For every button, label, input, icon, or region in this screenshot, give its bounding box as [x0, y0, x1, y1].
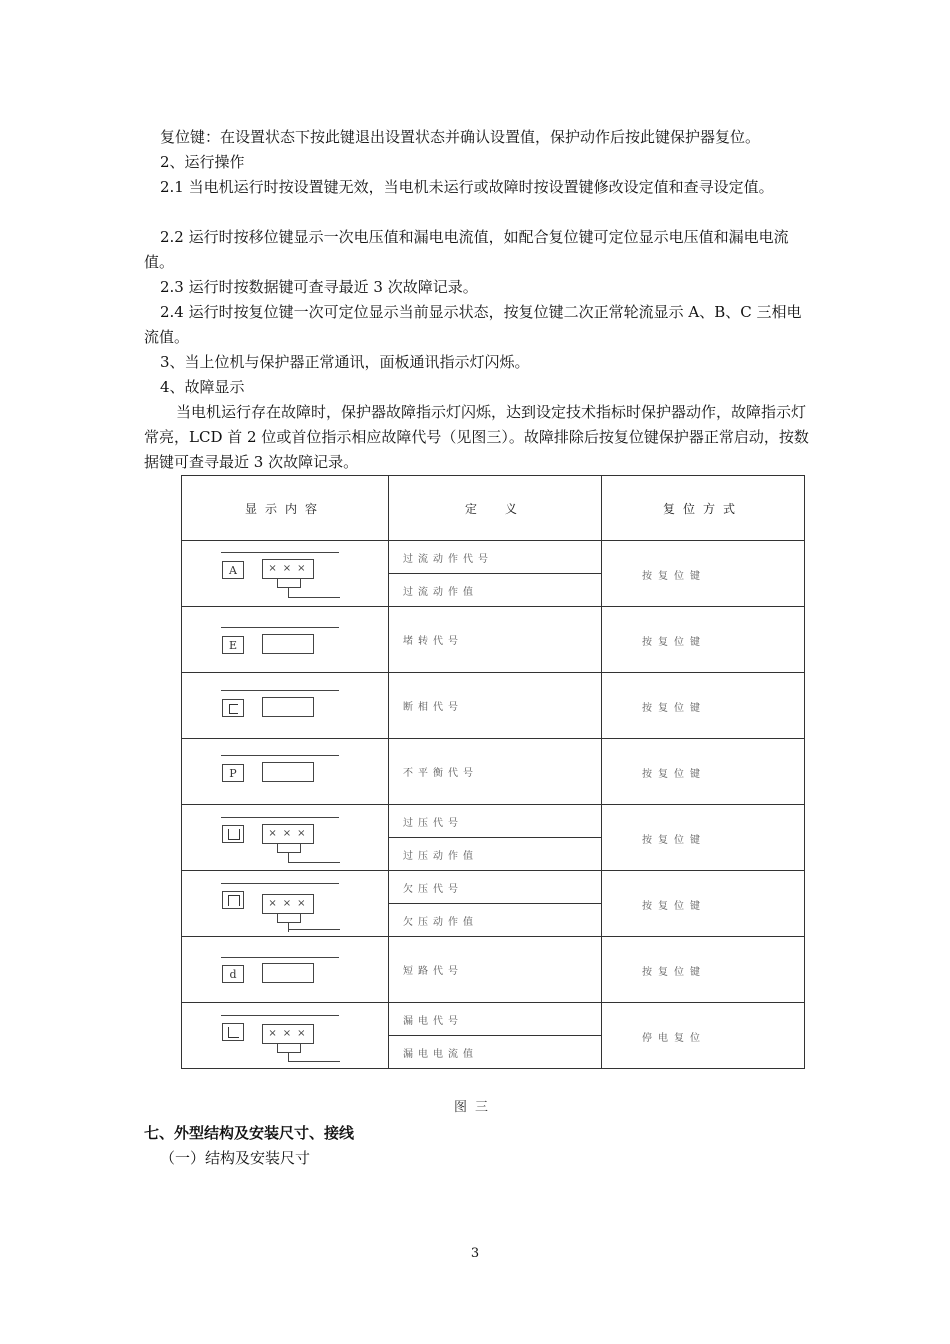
table-row	[182, 739, 805, 805]
table-row	[182, 541, 805, 607]
definition-text: 欠压代号	[403, 883, 463, 895]
fault-code-box: d	[222, 965, 244, 983]
paragraph-2-1: 2.1 当电机运行时按设置键无效，当电机未运行或故障时按设置键修改设定值和查寻设定值。	[160, 178, 774, 196]
paragraph-reset-key: 复位键：在设置状态下按此键退出设置状态并确认设置值，保护动作后按此键保护器复位。	[160, 128, 761, 146]
page-number: 3	[470, 1246, 480, 1261]
fault-value-box	[262, 963, 314, 983]
header-definition: 定 义	[389, 476, 602, 541]
paragraph-comm: 3、当上位机与保护器正常通讯，面板通讯指示灯闪烁。	[160, 353, 530, 371]
overvoltage-glyph	[228, 829, 240, 840]
fault-value-box: ×××	[262, 824, 314, 844]
subsection-heading: （一）结构及安装尺寸	[160, 1149, 311, 1167]
fault-code-box	[222, 1023, 244, 1041]
lcd-display-diagram	[182, 673, 388, 738]
reset-method-text: 按复位键	[642, 703, 706, 714]
lcd-display-diagram	[182, 1003, 388, 1068]
fault-code-box	[222, 825, 244, 843]
fault-code-box: E	[222, 636, 244, 654]
fault-code-table	[181, 475, 805, 1069]
lcd-display-diagram	[182, 871, 388, 936]
table-row	[182, 805, 805, 871]
fault-code-box: A	[222, 561, 244, 579]
fault-value-box: ×××	[262, 1024, 314, 1044]
figure-caption: 图三	[453, 1100, 496, 1115]
paragraph-fault-desc: 当电机运行存在故障时，保护器故障指示灯闪烁，达到设定技术指标时保护器动作，故障指示灯常亮，LCD 首 2 位或首位指示相应故障代号（见图三）。故障排除后按复位键保护器正常启动，按数据键可查寻最近 3 次故障记录。	[144, 403, 809, 471]
definition-text: 漏电代号	[403, 1015, 463, 1027]
definition-text: 过压代号	[403, 817, 463, 829]
table-row	[182, 937, 805, 1003]
reset-method-text: 按复位键	[642, 835, 706, 846]
reset-method-text: 按复位键	[642, 901, 706, 912]
definition-text: 堵转代号	[403, 636, 463, 647]
leakage-glyph	[228, 1027, 239, 1038]
section-heading: 七、外型结构及安装尺寸、接线	[144, 1124, 355, 1142]
lcd-display-diagram	[182, 541, 388, 606]
paragraph-2-4: 2.4 运行时按复位键一次可定位显示当前显示状态，按复位键二次正常轮流显示 A、B、C 三相电流值。	[144, 303, 802, 346]
fault-value-box	[262, 634, 314, 654]
table-row	[182, 871, 805, 937]
lcd-display-diagram	[182, 937, 388, 1002]
table-row	[182, 607, 805, 673]
fault-value-box: ×××	[262, 894, 314, 914]
reset-method-text: 按复位键	[642, 967, 706, 978]
lcd-display-diagram	[182, 607, 388, 672]
lcd-display-diagram	[182, 739, 388, 804]
lcd-display-diagram	[182, 805, 388, 870]
definition-text: 断相代号	[403, 702, 463, 713]
heading-run-operation: 2、运行操作	[160, 153, 245, 171]
open-phase-glyph	[229, 704, 238, 714]
definition-text: 过流动作代号	[403, 553, 493, 565]
undervoltage-glyph	[228, 895, 240, 906]
definition-text: 不平衡代号	[403, 768, 478, 779]
fault-code-box: P	[222, 764, 244, 782]
fault-value-box	[262, 697, 314, 717]
header-reset-method: 复位方式	[602, 476, 805, 541]
paragraph-2-3: 2.3 运行时按数据键可查寻最近 3 次故障记录。	[160, 278, 478, 296]
definition-text: 漏电电流值	[403, 1048, 478, 1060]
fault-value-box: ×××	[262, 559, 314, 579]
reset-method-text: 按复位键	[642, 571, 706, 582]
definition-text: 过压动作值	[403, 850, 478, 862]
table-row	[182, 673, 805, 739]
fault-code-box	[222, 891, 244, 909]
definition-text: 欠压动作值	[403, 916, 478, 928]
paragraph-2-2: 2.2 运行时按移位键显示一次电压值和漏电电流值，如配合复位键可定位显示电压值和漏电电流值。	[144, 228, 789, 271]
reset-method-text: 停电复位	[642, 1033, 706, 1044]
fault-value-box	[262, 762, 314, 782]
header-display: 显示内容	[182, 476, 389, 541]
definition-text: 短路代号	[403, 966, 463, 977]
heading-fault-display: 4、故障显示	[160, 378, 245, 396]
definition-text: 过流动作值	[403, 586, 478, 598]
reset-method-text: 按复位键	[642, 769, 706, 780]
reset-method-text: 按复位键	[642, 637, 706, 648]
fault-code-box	[222, 699, 244, 717]
table-row	[182, 1003, 805, 1069]
